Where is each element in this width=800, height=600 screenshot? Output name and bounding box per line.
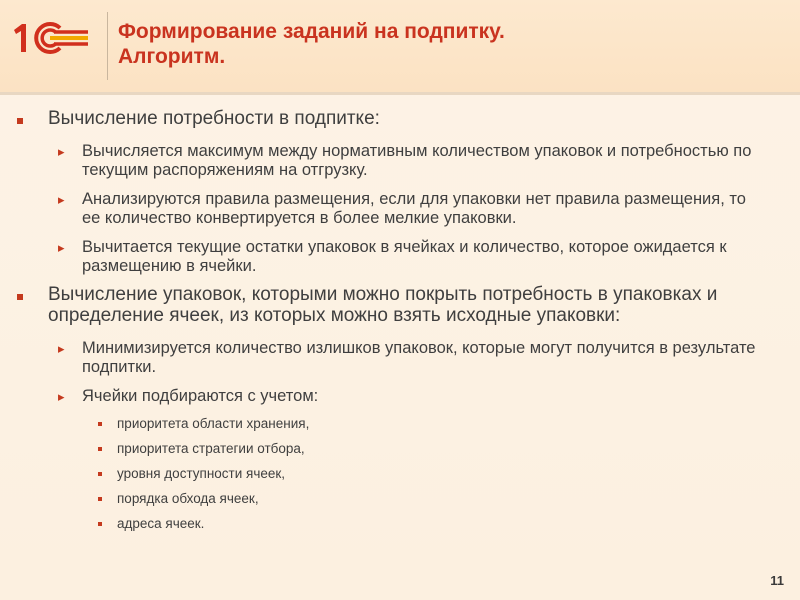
bullet-text: Вычитается текущие остатки упаковок в ячейках и количество, которое ожидается к размещению в ячейки. <box>82 238 727 275</box>
slide-header <box>0 0 800 92</box>
small-square-bullet-icon <box>98 472 102 476</box>
bullet-text: адреса ячеек. <box>117 516 205 531</box>
bullet-text: уровня доступности ячеек, <box>117 466 286 481</box>
header-divider <box>0 92 800 95</box>
square-bullet-icon <box>17 294 23 300</box>
bullet-text: порядка обхода ячеек, <box>117 491 259 506</box>
bullet-level1-item <box>0 284 800 326</box>
bullet-text: Вычисление потребности в подпитке: <box>48 108 380 129</box>
bullet-level3-item <box>0 416 800 432</box>
slide-title-line-1: Формирование заданий на подпитку. <box>118 20 505 43</box>
triangle-bullet-icon: ▸ <box>58 341 65 356</box>
bullet-text: приоритета стратегии отбора, <box>117 441 305 456</box>
slide-title <box>118 19 778 69</box>
slide-title-line-2: Алгоритм. <box>118 45 226 68</box>
bullet-level2-item <box>0 387 800 406</box>
bullet-level3-item <box>0 516 800 532</box>
bullet-text: Минимизируется количество излишков упаковок, которые могут получится в результате подпитки. <box>82 339 756 376</box>
bullet-text: Ячейки подбираются с учетом: <box>82 387 319 405</box>
bullet-level1-item <box>0 108 800 129</box>
bullet-level2-item <box>0 190 800 228</box>
bullet-text: Вычисление упаковок, которыми можно покрыть потребность в упаковках и определение ячеек, из которых можно взять исходные упаковки: <box>48 284 718 326</box>
bullet-level3-item <box>0 441 800 457</box>
triangle-bullet-icon: ▸ <box>58 192 65 207</box>
bullet-level2-item <box>0 238 800 276</box>
slide-content <box>0 108 800 532</box>
bullet-level2-item <box>0 339 800 377</box>
bullet-level3-item <box>0 491 800 507</box>
1c-logo-icon <box>10 20 90 56</box>
small-square-bullet-icon <box>98 422 102 426</box>
triangle-bullet-icon: ▸ <box>58 144 65 159</box>
bullet-text: приоритета области хранения, <box>117 416 310 431</box>
square-bullet-icon <box>17 118 23 124</box>
page-number: 11 <box>770 573 784 588</box>
bullet-text: Анализируются правила размещения, если для упаковки нет правила размещения, то ее количество конвертируется в более мелкие упаковки. <box>82 190 746 227</box>
logo-separator <box>107 12 108 80</box>
small-square-bullet-icon <box>98 522 102 526</box>
bullet-level3-item <box>0 466 800 482</box>
bullet-level2-item <box>0 142 800 180</box>
small-square-bullet-icon <box>98 497 102 501</box>
triangle-bullet-icon: ▸ <box>58 240 65 255</box>
triangle-bullet-icon: ▸ <box>58 389 65 404</box>
bullet-text: Вычисляется максимум между нормативным количеством упаковок и потребностью по текущим распоряжениям на отгрузку. <box>82 142 752 179</box>
small-square-bullet-icon <box>98 447 102 451</box>
